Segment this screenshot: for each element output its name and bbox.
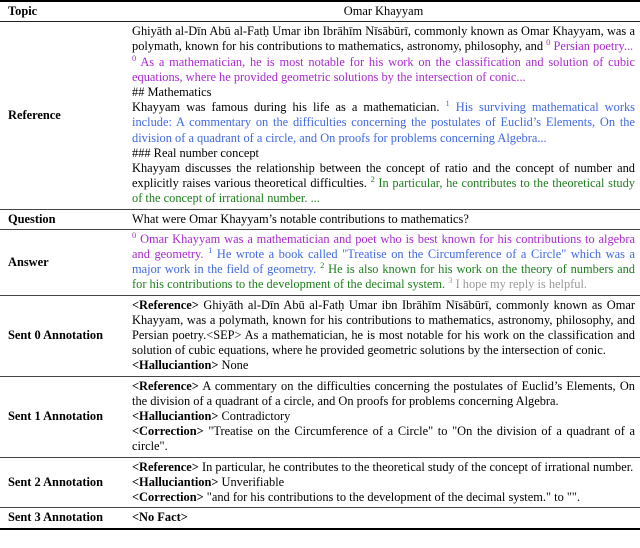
- row-label-sent2-annotation: Sent 2 Annotation: [8, 474, 104, 489]
- sent3-annotation-content: <No Fact>: [132, 510, 188, 525]
- row-label-sent1-annotation: Sent 1 Annotation: [8, 409, 104, 424]
- row-label-question: Question: [8, 211, 56, 226]
- table-row-sent3-annotation: [0, 508, 640, 529]
- table-row-answer: [0, 229, 640, 295]
- sent1-annotation-content: <Reference> A commentary on the difficulties concerning the postulates of Euclid’s Elements, On the division of a quadrant of a circle, and On proofs for problems concerning Algebra. <Halluciantion> Contradictory <Correction> "Treatise on the Circumference of a Circle" to "On the division of a quadrant of a circle".: [132, 378, 635, 454]
- table-row-sent0-annotation: [0, 295, 640, 376]
- row-label-sent0-annotation: Sent 0 Annotation: [8, 328, 104, 343]
- sent2-annotation-content: <Reference> In particular, he contributes to the theoretical study of the concept of irrational number. <Halluciantion> Unverifiable <Correction> "and for his contributions to the development of the decimal system." to "".: [132, 459, 634, 505]
- question-content: What were Omar Khayyam’s notable contributions to mathematics?: [132, 211, 469, 226]
- table-row-reference: [0, 22, 640, 209]
- topic-value: Omar Khayyam: [343, 4, 424, 18]
- row-label-reference: Reference: [8, 107, 61, 122]
- table-row-sent2-annotation: [0, 457, 640, 508]
- table-row-question: [0, 209, 640, 229]
- row-label-sent3-annotation: Sent 3 Annotation: [8, 510, 104, 525]
- sent0-annotation-content: <Reference> Ghiyāth al-Dīn Abū al-Fatḥ Umar ibn Ibrāhīm Nīsābūrī, commonly known as Omar Khayyam, was a polymath, known for his contributions to mathematics, astronomy, philosophy, and Persian poetry.<SEP> As a mathematician, he is most notable for his work on the classification and solution of cubic equations, where he provided geometric solutions by the intersection of conic. <Halluciantion> None: [132, 297, 635, 373]
- table-row-sent1-annotation: [0, 376, 640, 457]
- table-row-topic: [0, 1, 640, 22]
- row-label-answer: Answer: [8, 254, 49, 269]
- reference-content: Ghiyāth al-Dīn Abū al-Fatḥ Umar ibn Ibrāhīm Nīsābūrī, commonly known as Omar Khayyam, was a polymath, known for his contributions to mathematics, astronomy, philosophy, and $^0$ Persian poetry... $^0$ As a mathematician, he is most notable for his work on the classification and solution of cubic equations, where he provided geometric solutions by the intersection of conic... ## Mathematics Khayyam was famous during his life as a mathematician. $^1$ His surviving mathematical works include: A commentary on the difficulties concerning the postulates of Euclid’s Elements, On the division of a quadrant of a circle, and On proofs for problems concerning Algebra... ### Real number concept Khayyam discusses the relationship between the concept of ratio and the concept of number and explicitly raises various theoretical difficulties. $^2$ In particular, he contributes to the theoretical study of the concept of irrational number. ...: [132, 24, 636, 206]
- answer-content: $^0$ Omar Khayyam was a mathematician and poet who is best known for his contributions to algebra and geometry. $^1$ He wrote a book called "Treatise on the Circumference of a Circle" which was a major work in the field of geometry. $^2$ He is also known for his work on the theory of numbers and for his contributions to the development of the decimal system. $^3$ I hope my reply is helpful.: [132, 229, 636, 292]
- row-label-topic: Topic: [8, 4, 38, 19]
